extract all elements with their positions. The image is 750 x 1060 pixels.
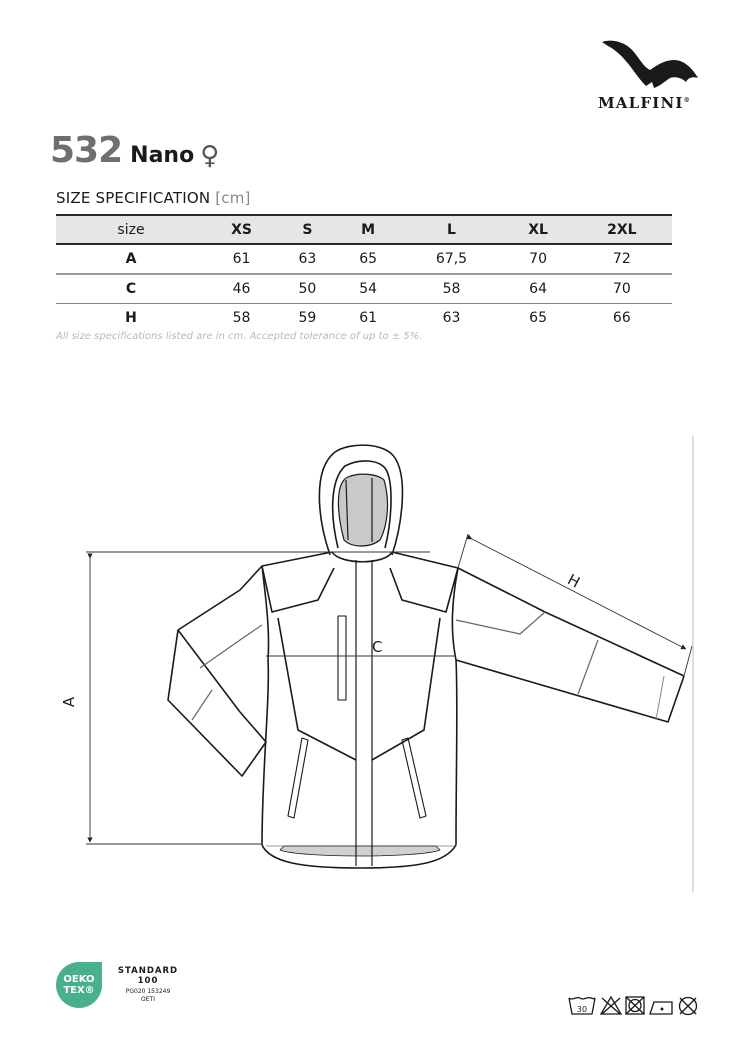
model-number: 532 (50, 130, 123, 171)
table-cell: 58 (232, 310, 251, 326)
dimension-label-a: A (60, 696, 79, 708)
jacket-diagram (0, 420, 750, 900)
female-symbol-icon: ♀ (200, 141, 220, 171)
dimension-label-c: C (372, 638, 383, 656)
row-label: A (56, 244, 206, 274)
brand-logo (592, 36, 732, 120)
dimension-label-h: H (564, 570, 583, 592)
care-symbols (568, 994, 708, 1018)
product-title (50, 130, 219, 171)
jacket-drawing (0, 420, 750, 900)
table-cell: 50 (277, 274, 338, 304)
brand-name: MALFINI® (598, 94, 690, 112)
table-cell: 64 (505, 274, 572, 304)
table-cell: 63 (277, 244, 338, 274)
table-cell: 70 (505, 244, 572, 274)
table-cell: 54 (338, 274, 399, 304)
oeko-tex-logo: OEKO TEX® (56, 962, 102, 1008)
table-cell: 63 (442, 310, 461, 326)
no-bleach-icon (601, 997, 621, 1014)
size-table (56, 214, 672, 332)
wash-30-icon (569, 998, 595, 1014)
model-name: Nano (130, 143, 195, 168)
table-cell: 59 (298, 310, 317, 326)
oeko-tex-text: STANDARD 100 PG020 153249 OETI (117, 966, 179, 1003)
table-cell: 65 (338, 244, 399, 274)
table-row (56, 304, 672, 333)
column-header: XS (206, 215, 277, 244)
table-cell: 70 (572, 274, 672, 304)
column-header: 2XL (572, 215, 672, 244)
table-cell: 66 (612, 310, 631, 326)
table-cell: 67,5 (398, 244, 504, 274)
tolerance-note: All size specifications listed are in cm. Accepted tolerance of up to ± 5%. (56, 331, 423, 342)
table-cell: 46 (206, 274, 277, 304)
row-label: C (56, 274, 206, 304)
column-header: L (398, 215, 504, 244)
table-header-row (56, 215, 672, 244)
table-cell: 72 (572, 244, 672, 274)
svg-text:30: 30 (576, 1005, 588, 1014)
table-cell: 58 (398, 274, 504, 304)
column-header: S (277, 215, 338, 244)
size-spec-heading: SIZE SPECIFICATION [cm] (56, 189, 251, 207)
table-row (56, 244, 672, 274)
no-dry-clean-icon (680, 998, 697, 1015)
table-row (56, 274, 672, 304)
column-header: XL (505, 215, 572, 244)
column-header: size (56, 215, 206, 244)
row-label: H (125, 310, 137, 326)
eagle-icon (600, 36, 700, 92)
table-cell: 61 (206, 244, 277, 274)
oeko-tex-badge (56, 962, 186, 1022)
table-cell: 61 (359, 310, 378, 326)
iron-low-icon (650, 1002, 672, 1014)
column-header: M (338, 215, 399, 244)
no-tumble-dry-icon (626, 997, 644, 1014)
table-cell: 65 (529, 310, 547, 326)
